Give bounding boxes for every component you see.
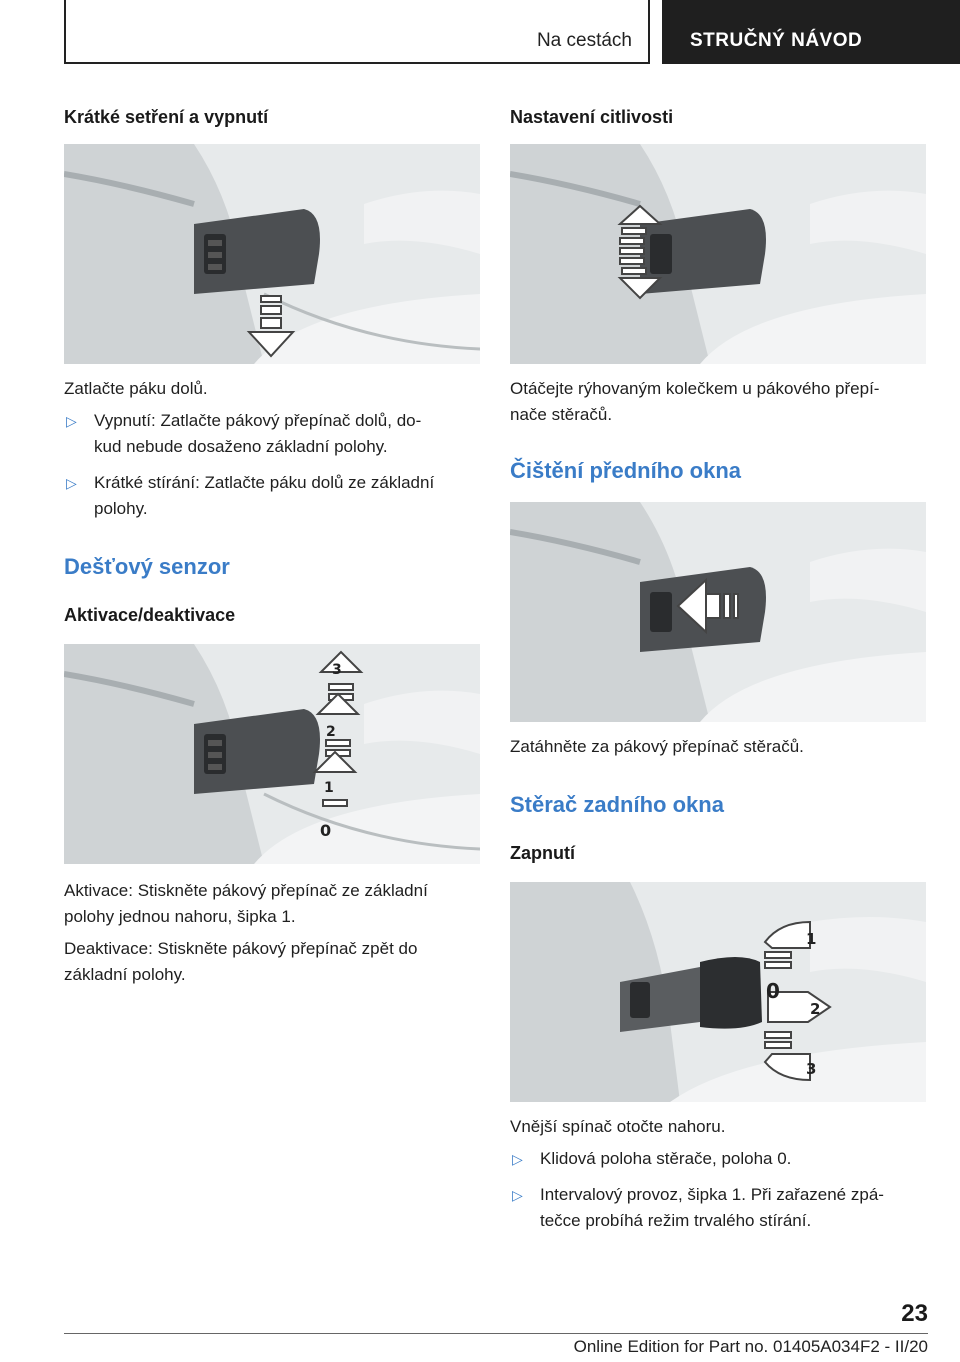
heading-rain-sensor: Dešťový senzor [64,554,230,579]
text-line: nače stěračů. [510,405,613,424]
text-push-down: Zatlačte páku dolů. [64,379,208,398]
figure-label-3: 3 [332,662,342,678]
heading-short-wipe: Krátké setření a vypnutí [64,107,269,127]
heading-rear-wiper: Stěrač zadního okna [510,792,724,817]
text-sensitivity [510,376,928,428]
text-outer-switch: Vnější spínač otočte nahoru. [510,1117,726,1136]
figure-rear-wiper [510,882,926,1102]
bullet-triangle-icon: ▷ [512,1187,523,1203]
page-number: 23 [901,1300,928,1327]
bullet-line: Intervalový provoz, šipka 1. Při zařazené zpá- [540,1185,884,1204]
heading-on: Zapnutí [510,843,575,863]
text-line: Otáčejte rýhovaným kolečkem u pákového přepí- [510,379,880,398]
bullet-interval [510,1182,928,1234]
bullet-triangle-icon: ▷ [66,475,77,491]
heading-sensitivity: Nastavení citlivosti [510,107,674,127]
bullet-line: Krátké stírání: Zatlačte páku dolů ze základní [94,473,435,492]
section-title: Na cestách [536,30,632,51]
text-line: Aktivace: Stiskněte pákový přepínač ze základní [64,881,428,900]
figure-label-1: 1 [324,780,334,796]
chapter-tab-label: STRUČNÝ NÁVOD [690,30,863,51]
edition-note: Online Edition for Part no. 01405A034F2 - II/20 [573,1337,928,1356]
text-deactivate [64,936,482,988]
figure-sensitivity [510,144,926,364]
figure-label-2: 2 [326,724,336,740]
text-line: polohy jednou nahoru, šipka 1. [64,907,296,926]
left-column [64,104,482,988]
figure-windshield [510,502,926,722]
figure-label-2: 2 [810,1000,821,1018]
figure-label-0: 0 [320,821,332,840]
right-column [510,104,928,1234]
heading-windshield: Čištění předního okna [510,458,742,483]
figure-push-down [64,144,480,364]
figure-rain-sensor [64,644,480,864]
text-activate [64,878,482,930]
bullet-line: Vypnutí: Zatlačte pákový přepínač dolů, do- [94,411,422,430]
bullet-short-wipe [64,470,482,522]
text-line: základní polohy. [64,965,186,984]
figure-label-3: 3 [806,1060,817,1078]
bullet-line: tečce probíhá režim trvalého stírání. [540,1211,812,1230]
figure-label-1: 1 [806,930,817,948]
text-line: Deaktivace: Stiskněte pákový přepínač zpět do [64,939,418,958]
bullet-triangle-icon: ▷ [66,413,77,429]
figure-label-0: 0 [766,979,780,1003]
chapter-tab [662,0,960,64]
bullet-switch-off [64,408,482,460]
bullet-triangle-icon: ▷ [512,1151,523,1167]
text-windshield: Zatáhněte za pákový přepínač stěračů. [510,737,804,756]
bullet-line: kud nebude dosaženo základní polohy. [94,437,388,456]
footer-divider [64,1333,928,1334]
bullet-rest-position [510,1146,928,1172]
bullet-line: Klidová poloha stěrače, poloha 0. [540,1149,792,1168]
header-frame [64,0,650,64]
bullet-line: polohy. [94,499,148,518]
heading-activation: Aktivace/deaktivace [64,605,236,625]
